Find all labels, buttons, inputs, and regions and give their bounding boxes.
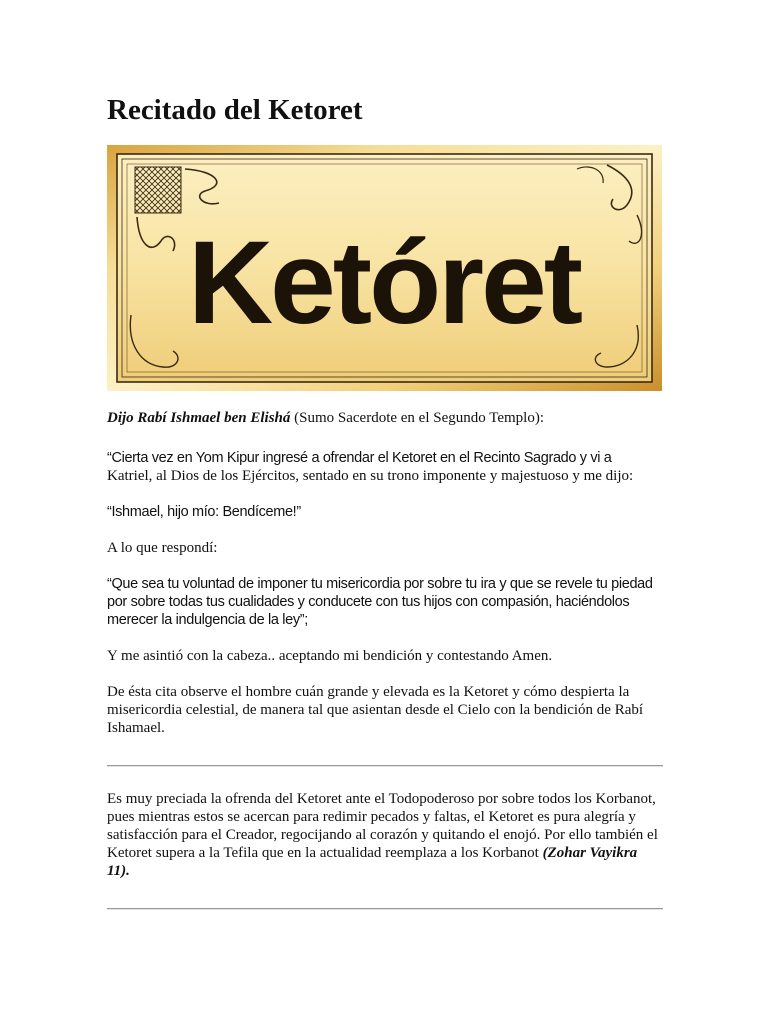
second-line1: Es muy preciada la ofrenda del Ketoret ante el Todopoderoso por sobre todos los Korbanot, — [107, 791, 656, 807]
ketoret-banner-image — [107, 145, 662, 391]
horizontal-rule — [107, 765, 663, 767]
speaker-name: Dijo Rabí Ishmael ben Elishá — [107, 410, 291, 426]
quote3-line3: merecer la indulgencia de la ley”; — [107, 612, 308, 628]
banner-text: Ketóret — [187, 217, 581, 349]
speaker-note: (Sumo Sacerdote en el Segundo Templo): — [290, 410, 544, 426]
second-line3: satisfacción para el Creador, regocijando al corazón y quitando el enojó. Por ello también el — [107, 827, 658, 843]
reflection-line1: De ésta cita observe el hombre cuán grande y elevada es la Ketoret y cómo despierta la — [107, 684, 630, 700]
quote-paragraph-1 — [107, 449, 663, 485]
answer-paragraph: A lo que respondí: — [107, 540, 218, 556]
quote3-line1: “Que sea tu voluntad de imponer tu misericordia por sobre tu ira y que se revele tu piedad — [107, 576, 653, 592]
second-line2: pues mientras estos se acercan para redimir pecados y faltas, el Ketoret es pura alegría y — [107, 809, 636, 825]
nod-paragraph: Y me asintió con la cabeza.. aceptando mi bendición y contestando Amen. — [107, 648, 553, 664]
citation-part-a: (Zohar Vayikra — [542, 845, 638, 861]
quote3-line2: por sobre todas tus cualidades y conducete con tus hijos con compasión, haciéndolos — [107, 594, 630, 610]
reflection-paragraph — [107, 683, 663, 737]
quote-paragraph-2: “Ishmael, hijo mío: Bendíceme!” — [107, 504, 301, 520]
reflection-line2: misericordia celestial, de manera tal que asientan desde el Cielo con la bendición de Rabí — [107, 702, 644, 718]
quote1-line2: Katriel, al Dios de los Ejércitos, sentado en su trono imponente y majestuoso y me dijo: — [107, 468, 634, 484]
quote1-line1: “Cierta vez en Yom Kipur ingresé a ofrendar el Ketoret en el Recinto Sagrado y vi a — [107, 450, 612, 466]
second-section-paragraph — [107, 790, 663, 880]
second-line4: Ketoret supera a la Tefila que en la actualidad reemplaza a los Korbanot — [107, 845, 543, 861]
citation-part-b: 11). — [107, 863, 130, 879]
page-title: Recitado del Ketoret — [107, 94, 363, 126]
reflection-line3: Ishamael. — [107, 720, 165, 736]
horizontal-rule — [107, 908, 663, 910]
quote-paragraph-3 — [107, 575, 663, 629]
intro-paragraph — [107, 409, 663, 427]
